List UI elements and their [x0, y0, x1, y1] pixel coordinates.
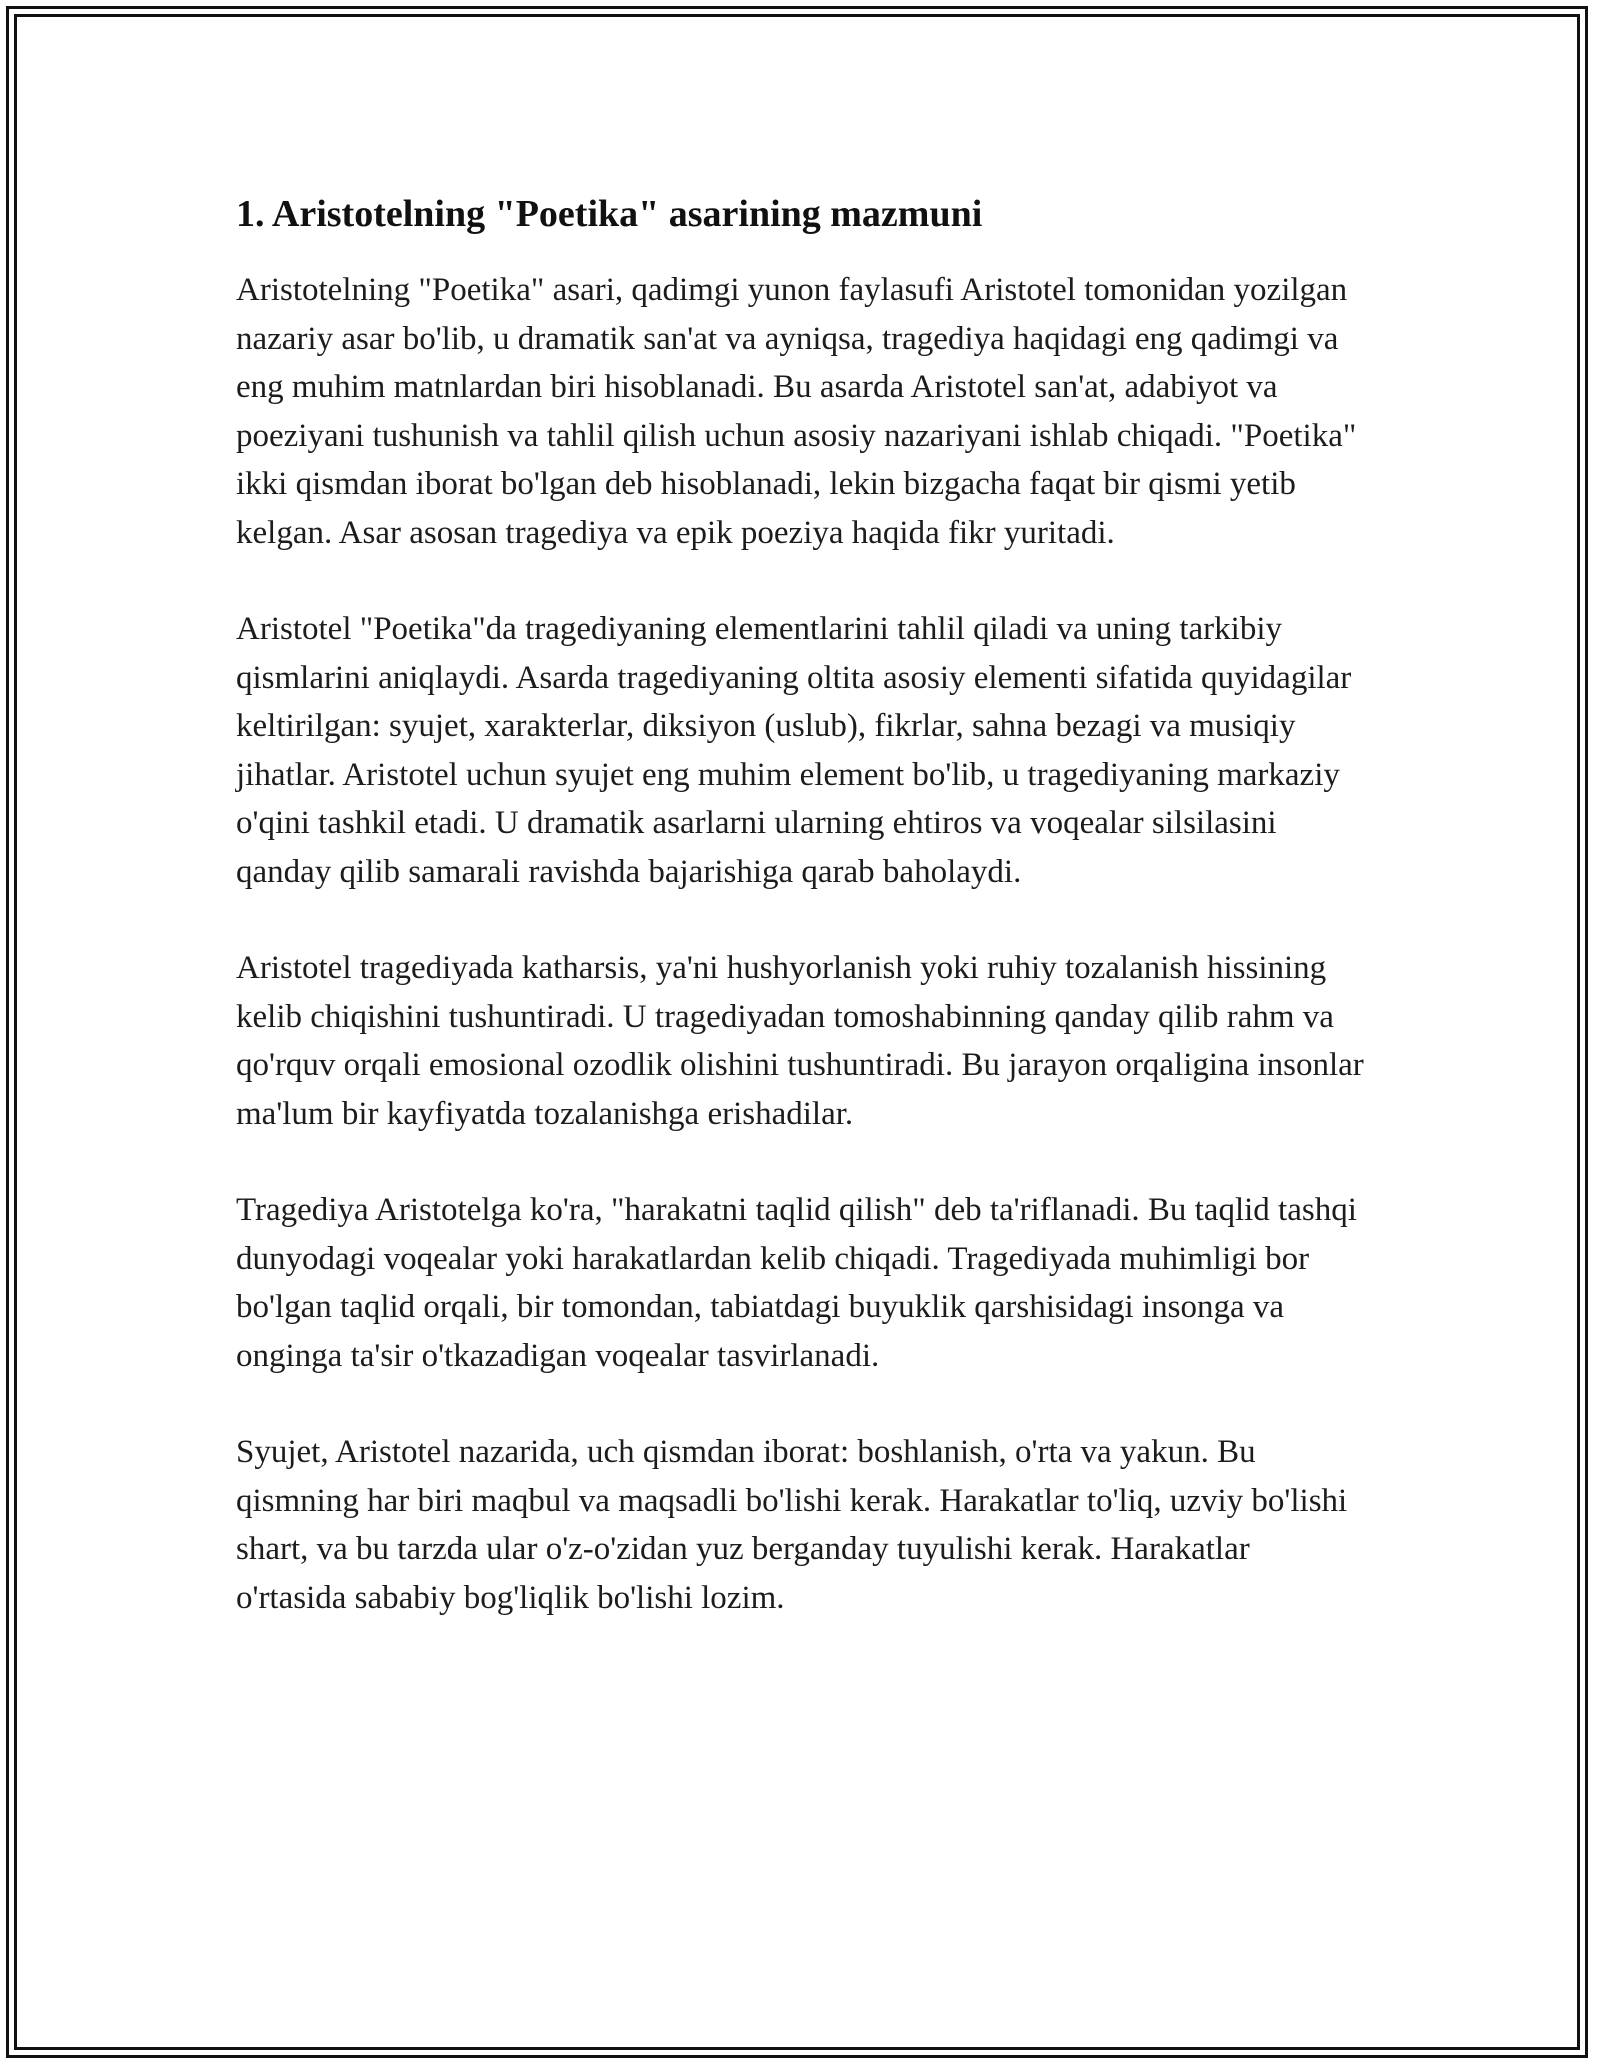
paragraph-2: Aristotel "Poetika"da tragediyaning elementlarini tahlil qiladi va uning tarkibiy qismlarini aniqlaydi. Asarda tragediyaning oltita asosiy elementi sifatida quyidagilar keltirilgan: syujet, xarakterlar, diksiyon (uslub), fikrlar, sahna bezagi va musiqiy jihatlar. Aristotel uchun syujet eng muhim element bo'lib, u tragediyaning markaziy o'qini tashkil etadi. U dramatik asarlarni ularning ehtiros va voqealar silsilasini qanday qilib samarali ravishda bajarishiga qarab baholaydi. — [236, 611, 1352, 890]
paragraph-1: Aristotelning "Poetika" asari, qadimgi yunon faylasufi Aristotel tomonidan yozilgan nazariy asar bo'lib, u dramatik san'at va ayniqsa, tragediya haqidagi eng qadimgi va eng muhim matnlardan biri hisoblanadi. Bu asarda Aristotel san'at, adabiyot va poeziyani tushunish va tahlil qilish uchun asosiy nazariyani ishlab chiqadi. "Poetika" ikki qismdan iborat bo'lgan deb hisoblanadi, lekin bizgacha faqat bir qismi yetib kelgan. Asar asosan tragediya va epik poeziya haqida fikr yuritadi. — [236, 272, 1357, 551]
document-title: 1. Aristotelning "Poetika" asarining mazmuni — [236, 193, 983, 235]
paragraph-4: Tragediya Aristotelga ko'ra, "harakatni taqlid qilish" deb ta'riflanadi. Bu taqlid tashqi dunyodagi voqealar yoki harakatlardan kelib chiqadi. Tragediyada muhimligi bor bo'lgan taqlid orqali, bir tomondan, tabiatdagi buyuklik qarshisidagi insonga va onginga ta'sir o'tkazadigan voqealar tasvirlanadi. — [236, 1192, 1357, 1374]
paragraph-5: Syujet, Aristotel nazarida, uch qismdan iborat: boshlanish, o'rta va yakun. Bu qismning har biri maqbul va maqsadli bo'lishi kerak. Harakatlar to'liq, uzviy bo'lishi shart, va bu tarzda ular o'z-o'zidan yuz berganday tuyulishi kerak. Harakatlar o'rtasida sababiy bog'liqlik bo'lishi lozim. — [236, 1434, 1348, 1616]
document-body — [236, 190, 1366, 1622]
paragraph-3: Aristotel tragediyada katharsis, ya'ni hushyorlanish yoki ruhiy tozalanish hissining kelib chiqishini tushuntiradi. U tragediyadan tomoshabinning qanday qilib rahm va qo'rquv orqali emosional ozodlik olishini tushuntiradi. Bu jarayon orqaligina insonlar ma'lum bir kayfiyatda tozalanishga erishadilar. — [236, 950, 1364, 1132]
